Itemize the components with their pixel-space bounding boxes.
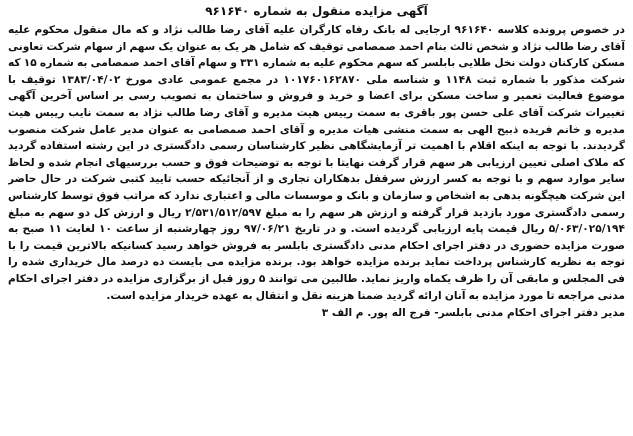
notice-signature: مدیر دفتر اجرای احکام مدنی بابلسر- فرج اله پور. م الف ۳ [321, 307, 625, 320]
notice-body: در خصوص پرونده کلاسه ۹۶۱۶۴۰ ارجایی له بانک رفاه کارگران علیه آقای رضا طالب نژاد و که مال منقول محکوم علیه آقای رضا طالب نژاد و شخص ثالث بنام احمد صمصامی توقیف که شامل هر یک به عنوان یک سهم از سهام شرکت تعاونی مسکن کارکنان دولت نخل طلایی بابلسر که سهم محکوم علیه به شماره ۳۳۱ و سهام آقای احمد صمصامی به شماره ۱۵ که شرکت مذکور با شماره ثبت ۱۱۴۸ و شناسه ملی ۱۰۱۷۶۰۱۶۲۸۷۰ در مجمع عمومی عادی مورخ ۱۳۸۳/۰۴/۰۲ توقیف با موضوع فعالیت تعمیر و ساخت مسکن برای اعضا و خرید و فروش و ساختمان به تصویب رسی بر اساس آخرین آگهی تغییرات شرکت آقای علی حسن پور باقری به سمت رییس هیت مدیره و آقای رضا طالب نژاد به سمت نایب رییس هیت مدیره و خانم فریده ذبیح الهی به سمت منشی هیات مدیره و آقای احمد صمصامی به عنوان مدیر عامل شرکت منصوب گردیدند. با توجه به اینکه اقلام با اهمیت تر آزمایشگاهی نظیر کارشناسان رسمی دادگستری در این رشته استفاده گردید که ملاک اصلی تعیین ارزیابی هر سهم قرار گرفت نهایتا با توجه به توضیحات فوق و حسب بررسیهای انجام شده و لحاظ سایر موارد سهم و با توجه به کسر ارزش سرقفل بدهکاران تجاری و از آنجائیکه حسب تایید کتبی شرکت در حال حاضر این شرکت هیچگونه بدهی به اشخاص و سازمان و بانک و موسسات مالی و اعتباری ندارد که مراتب فوق توسط کارشناس رسمی دادگستری مورد بازدید قرار گرفته و ارزش هر سهم را به مبلغ ۲/۵۳۱/۵۱۲/۵۹۷ ریال و ارزش کل دو سهم به مبلغ ۵/۰۶۳/۰۲۵/۱۹۴ ریال قیمت پایه ارزیابی گردیده است. و در تاریخ ۹۷/۰۶/۲۱ روز چهارشنبه از ساعت ۱۰ لغایت ۱۱ صبح به صورت مزایده حضوری در دفتر اجرای احکام مدنی دادگستری بابلسر به فروش خواهد رسید کسانیکه بالاترین قیمت را با توجه به نظریه کارشناس پرداخت نماید برنده مزایده خواهد بود. برنده مزایده می بایست ده درصد مال خریداری شده را فی المجلس و مابقی آن را ظرف یکماه واریز نماید. طالبین می توانند ۵ روز قبل از برگزاری مزایده در دفتر اجرای احکام مدنی مراجعه تا مورد مزایده به آنان ارائه گردید ضمنا هزینه نقل و انتقال به عهده خریدار مزایده است. [8, 24, 625, 302]
auction-notice [8, 3, 625, 431]
notice-title: آگهی مزایده منقول به شماره ۹۶۱۶۴۰ [205, 4, 428, 18]
